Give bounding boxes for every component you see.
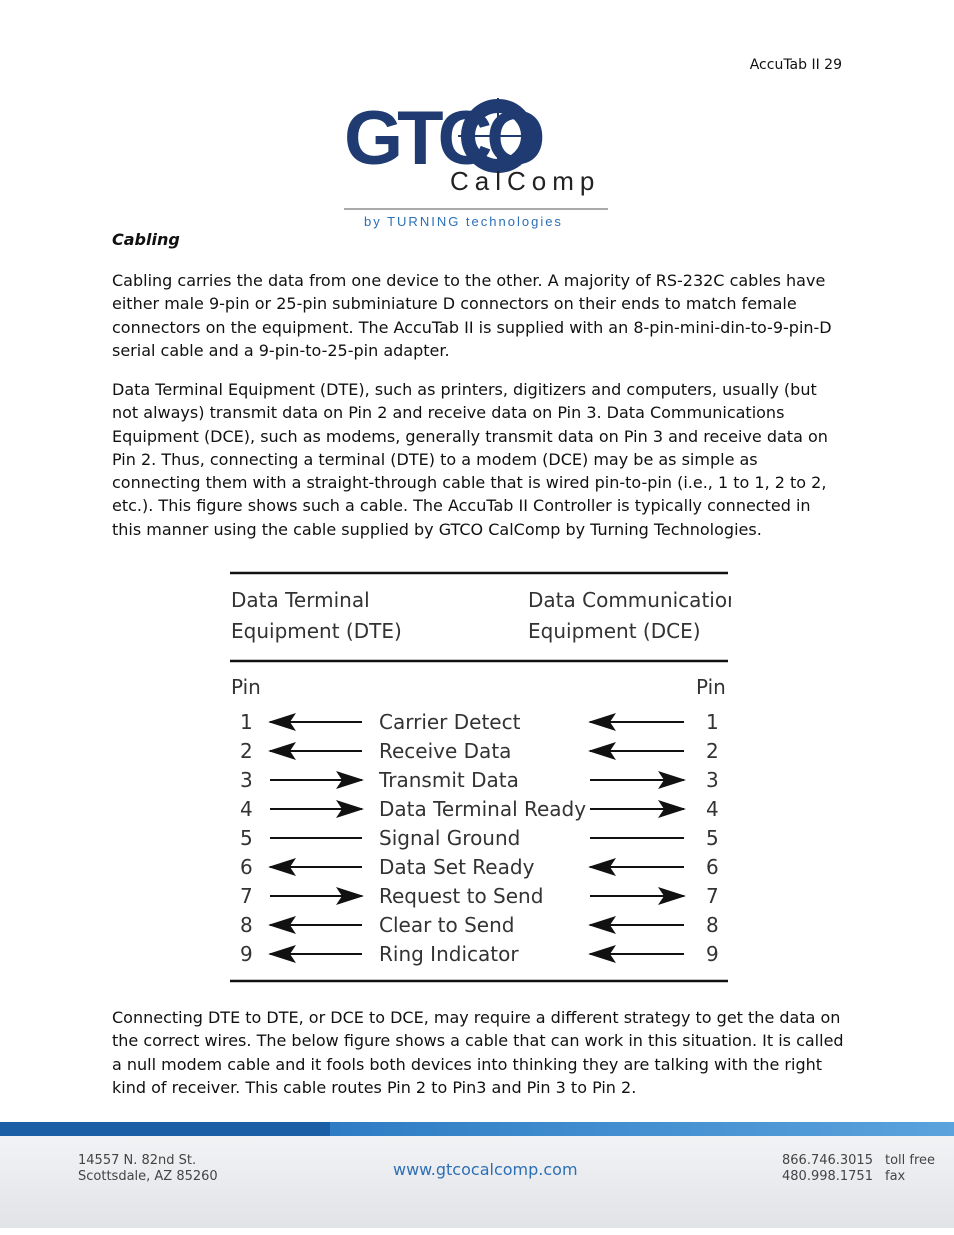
arrow-left-pin-3 bbox=[270, 771, 364, 789]
footer-website-link[interactable]: www.gtcocalcomp.com bbox=[393, 1160, 578, 1179]
pin-left-3: 3 bbox=[240, 768, 253, 792]
arrow-right-pin-9 bbox=[588, 945, 684, 963]
dte-label-line1: Data Terminal bbox=[231, 588, 370, 612]
footer-stripe-light bbox=[330, 1122, 954, 1136]
pin-right-1: 1 bbox=[706, 710, 719, 734]
pin-left-7: 7 bbox=[240, 884, 253, 908]
arrow-right-pin-6 bbox=[588, 858, 684, 876]
straight-through-cable-figure bbox=[228, 570, 731, 985]
section-heading: Cabling bbox=[112, 230, 180, 249]
footer-phone-labels bbox=[885, 1153, 935, 1185]
pin-right-8: 8 bbox=[706, 913, 719, 937]
pin-left-5: 5 bbox=[240, 826, 253, 850]
signal-name: Transmit Data bbox=[379, 768, 519, 792]
arrow-right-pin-8 bbox=[588, 916, 684, 934]
phone-fax: 480.998.1751 bbox=[782, 1169, 873, 1184]
signal-name: Receive Data bbox=[379, 739, 512, 763]
phone-fax-label: fax bbox=[885, 1169, 906, 1184]
pin-left-2: 2 bbox=[240, 739, 253, 763]
arrow-left-pin-2 bbox=[268, 742, 362, 760]
signal-name: Carrier Detect bbox=[379, 710, 521, 734]
phone-toll-free: 866.746.3015 bbox=[782, 1153, 873, 1168]
dce-label-line2: Equipment (DCE) bbox=[528, 619, 701, 643]
pin-left-6: 6 bbox=[240, 855, 253, 879]
paragraph-dte-dce: Data Terminal Equipment (DTE), such as printers, digitizers and computers, usually (but not always) transmit data on Pin 2 and receive data on Pin 3. Data Communications Equipment (DCE), such as modems, generally transmit data on Pin 3 and receive data on Pin 2. Thus, connecting a terminal (DTE) to a modem (DCE) may be as simple as connecting them with a straight-through cable that is wired pin-to-pin (i.e., 1 to 1, 2 to 2, etc.). This figure shows such a cable. The AccuTab II Controller is typically connected in this manner using the cable supplied by GTCO CalComp by Turning Technologies. bbox=[112, 380, 828, 539]
arrow-left-pin-1 bbox=[268, 713, 362, 731]
arrow-left-pin-4 bbox=[270, 800, 364, 818]
signal-name: Request to Send bbox=[379, 884, 544, 908]
arrow-right-pin-3 bbox=[590, 771, 686, 789]
logo-brand: GTCO bbox=[344, 98, 540, 181]
arrow-left-pin-6 bbox=[268, 858, 362, 876]
signal-name: Data Set Ready bbox=[379, 855, 535, 879]
paragraph-null-modem: Connecting DTE to DTE, or DCE to DCE, may require a different strategy to get the data on the correct wires. The below figure shows a cable that can work in this situation. It is called a null modem cable and it fools both devices into thinking they are talking with the right kind of receiver. This cable routes Pin 2 to Pin3 and Pin 3 to Pin 2. bbox=[112, 1008, 844, 1097]
footer-address bbox=[78, 1153, 218, 1185]
pin-header-left: Pin bbox=[231, 675, 261, 699]
pin-left-8: 8 bbox=[240, 913, 253, 937]
signal-name: Ring Indicator bbox=[379, 942, 519, 966]
paragraph-cabling-intro: Cabling carries the data from one device to the other. A majority of RS-232C cables have either male 9-pin or 25-pin subminiature D connectors on their ends to match female connectors on the equipment. The AccuTab II is supplied with an 8-pin-mini-din-to-9-pin-D serial cable and a 9-pin-to-25-pin adapter. bbox=[112, 271, 832, 360]
pin-right-5: 5 bbox=[706, 826, 719, 850]
signal-name: Data Terminal Ready bbox=[379, 797, 587, 821]
pin-right-2: 2 bbox=[706, 739, 719, 763]
pin-right-9: 9 bbox=[706, 942, 719, 966]
pin-right-3: 3 bbox=[706, 768, 719, 792]
pin-right-7: 7 bbox=[706, 884, 719, 908]
arrow-right-pin-7 bbox=[590, 887, 686, 905]
address-line-1: 14557 N. 82nd St. bbox=[78, 1153, 197, 1168]
arrow-right-pin-2 bbox=[588, 742, 684, 760]
arrow-left-pin-9 bbox=[268, 945, 362, 963]
footer-phones bbox=[782, 1153, 873, 1185]
dte-label-line2: Equipment (DTE) bbox=[231, 619, 402, 643]
signal-name: Signal Ground bbox=[379, 826, 521, 850]
arrow-right-pin-1 bbox=[588, 713, 684, 731]
pin-header-right: Pin bbox=[696, 675, 726, 699]
page-number-header: AccuTab II 29 bbox=[749, 57, 842, 73]
pin-left-9: 9 bbox=[240, 942, 253, 966]
phone-toll-free-label: toll free bbox=[885, 1153, 936, 1168]
arrow-right-pin-4 bbox=[590, 800, 686, 818]
logo-tagline: by TURNING technologies bbox=[364, 214, 563, 229]
arrow-left-pin-7 bbox=[270, 887, 364, 905]
gtco-calcomp-logo bbox=[340, 98, 614, 234]
signal-name: Clear to Send bbox=[379, 913, 515, 937]
arrow-left-pin-8 bbox=[268, 916, 362, 934]
address-line-2: Scottsdale, AZ 85260 bbox=[78, 1169, 218, 1184]
dce-label-line1: Data Communication bbox=[528, 588, 731, 612]
pin-left-1: 1 bbox=[240, 710, 253, 734]
pin-left-4: 4 bbox=[240, 797, 253, 821]
pin-right-6: 6 bbox=[706, 855, 719, 879]
pin-right-4: 4 bbox=[706, 797, 719, 821]
logo-sub: CalComp bbox=[450, 166, 601, 196]
footer-stripe-dark bbox=[0, 1122, 330, 1136]
